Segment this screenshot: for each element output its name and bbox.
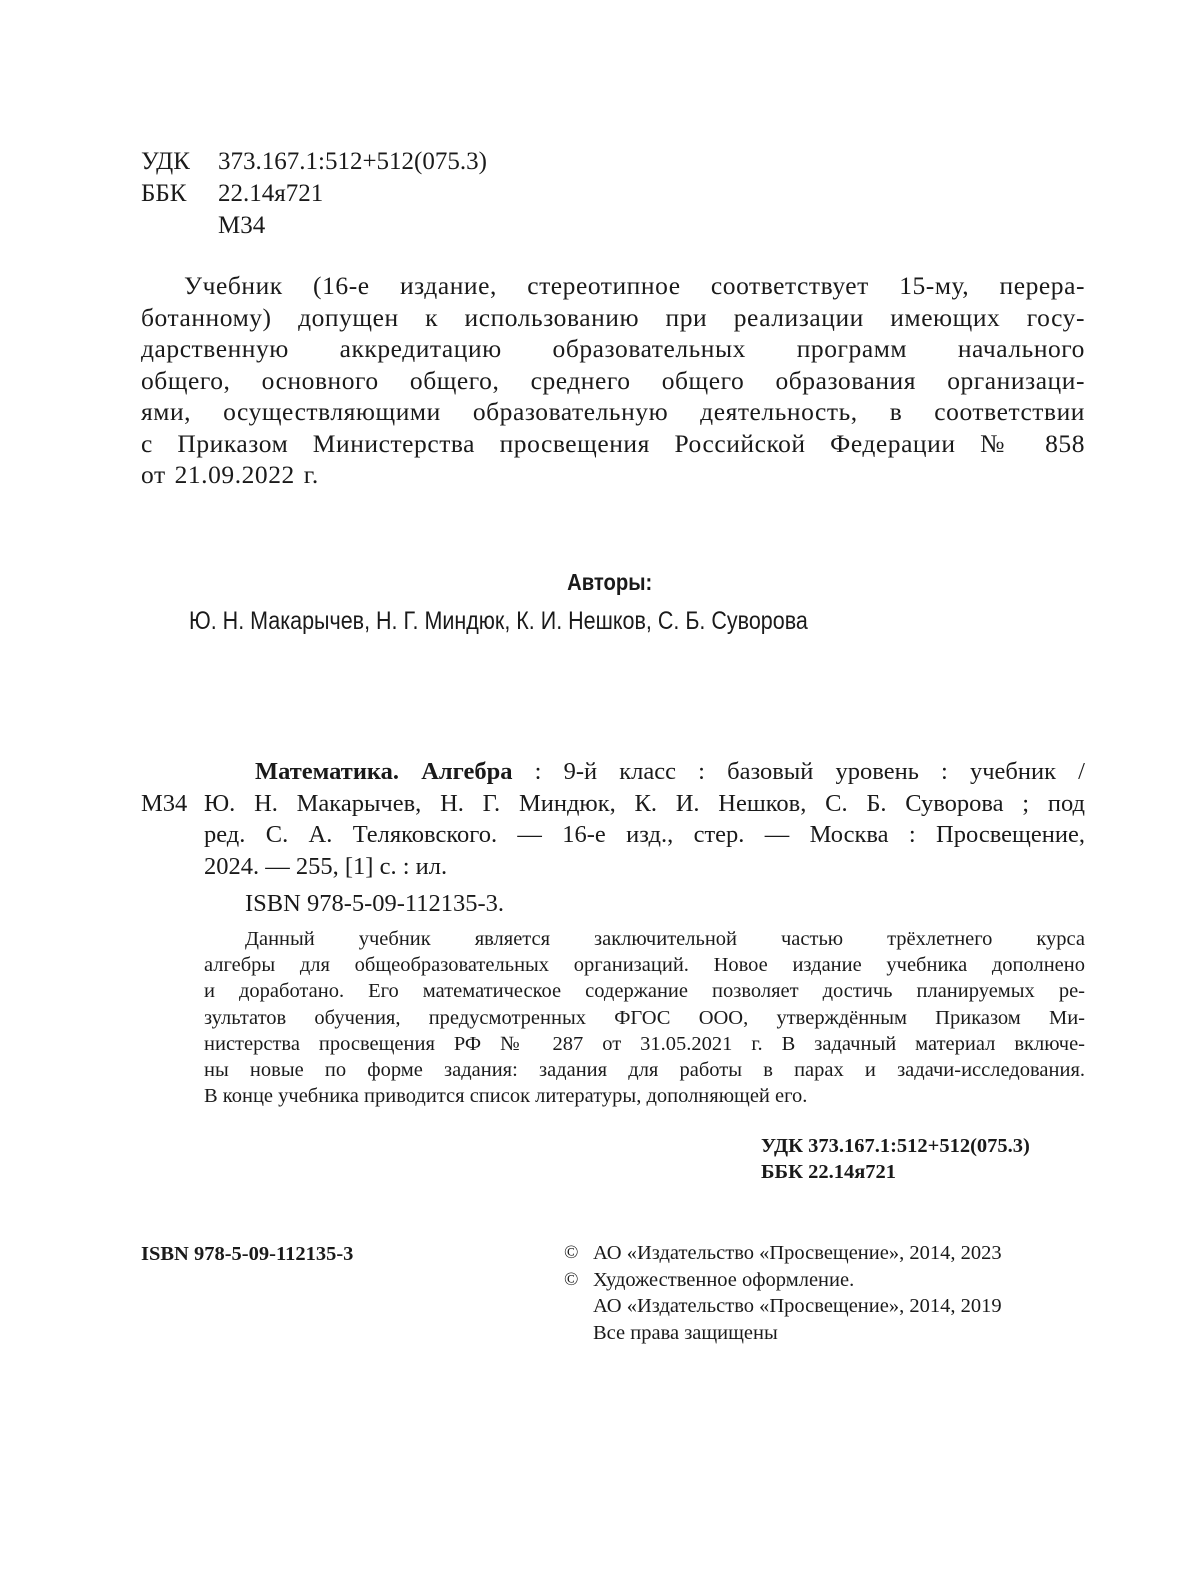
annotation-line: Данный учебник является заключительной частью трёхлетнего курса <box>245 928 1085 950</box>
approval-paragraph <box>141 270 1085 491</box>
catalog-card-line-1 <box>255 756 1085 788</box>
catalog-card-code: М34 <box>141 789 188 817</box>
rights-reserved-text: Все права защищены <box>593 1321 778 1344</box>
isbn-bottom: ISBN 978-5-09-112135-3 <box>141 1243 354 1265</box>
copyright-text: АО «Издательство «Просвещение», 2014, 2023 <box>593 1242 1002 1264</box>
annotation-line: В конце учебника приводится список литературы, дополняющей его. <box>204 1085 808 1108</box>
copyright-icon: © <box>564 1242 579 1263</box>
copyright-spacer <box>564 1320 593 1347</box>
annotation-line: зультатов обучения, предусмотренных ФГОС ООО, утверждённым Приказом Ми- <box>204 1006 1085 1029</box>
approval-line: дарственную аккредитацию образовательных программ начального <box>141 334 1085 363</box>
bbk-bottom: ББК 22.14я721 <box>761 1161 897 1183</box>
approval-line: от 21.09.2022 г. <box>141 460 319 489</box>
approval-line: с Приказом Министерства просвещения Российской Федерации № 858 <box>141 428 1085 458</box>
copyright-icon: © <box>564 1268 579 1290</box>
udk-label: УДК <box>141 148 190 175</box>
catalog-card-isbn: ISBN 978-5-09-112135-3. <box>245 890 505 917</box>
approval-line: ботанному) допущен к использованию при реализации имеющих госу- <box>141 302 1085 332</box>
classification-block-bottom <box>761 1133 1030 1185</box>
copyright-row <box>564 1320 1002 1347</box>
annotation-paragraph <box>204 926 1085 1109</box>
annotation-line: алгебры для общеобразовательных организаций. Новое издание учебника дополнено <box>204 954 1085 977</box>
book-title: Математика. Алгебра <box>255 758 513 785</box>
copyright-row <box>564 1240 1002 1267</box>
catalog-card-line-2: Ю. Н. Макарычев, Н. Г. Миндюк, К. И. Нешков, С. Б. Суворова ; под <box>204 789 1085 817</box>
annotation-line: нистерства просвещения РФ № 287 от 31.05.2021 г. В задачный материал включе- <box>204 1032 1085 1055</box>
copyright-row <box>564 1267 1002 1294</box>
copyright-spacer <box>564 1293 593 1320</box>
classification-block-top <box>141 146 487 242</box>
annotation-line: и доработано. Его математическое содержание позволяет достичь планируемых ре- <box>204 980 1085 1003</box>
authors-heading: Авторы: <box>567 569 653 595</box>
copyright-block <box>564 1240 1002 1346</box>
copyright-row <box>564 1293 1002 1320</box>
copyright-text: АО «Издательство «Просвещение», 2014, 2019 <box>593 1295 1002 1317</box>
udk-value: 373.167.1:512+512(075.3) <box>218 148 487 175</box>
udk-row <box>141 146 487 178</box>
authors-names: Ю. Н. Макарычев, Н. Г. Миндюк, К. И. Нешков, С. Б. Суворова <box>189 607 808 635</box>
approval-line: Учебник (16-е издание, стереотипное соответствует 15-му, перера- <box>184 271 1085 300</box>
copyright-text: Художественное оформление. <box>593 1268 855 1291</box>
bbk-label: ББК <box>141 180 187 207</box>
author-mark-label <box>141 210 218 242</box>
approval-line: ями, осуществляющими образовательную деятельность, в соответствии <box>141 397 1085 426</box>
bbk-row <box>141 178 487 210</box>
annotation-line: ны новые по форме задания: задания для работы в парах и задачи-исследования. <box>204 1059 1085 1082</box>
book-title-rest: : 9-й класс : базовый уровень : учебник / <box>512 758 1085 785</box>
approval-line: общего, основного общего, среднего общего образования организаци- <box>141 365 1085 395</box>
catalog-card-line-4: 2024. — 255, [1] с. : ил. <box>204 852 448 880</box>
udk-bottom: УДК 373.167.1:512+512(075.3) <box>761 1135 1030 1157</box>
catalog-card-line-3: ред. С. А. Теляковского. — 16-е изд., стер. — Москва : Просвещение, <box>204 821 1085 848</box>
author-mark-value: М34 <box>218 212 266 239</box>
bbk-value: 22.14я721 <box>218 180 324 207</box>
author-mark-row <box>141 210 487 242</box>
